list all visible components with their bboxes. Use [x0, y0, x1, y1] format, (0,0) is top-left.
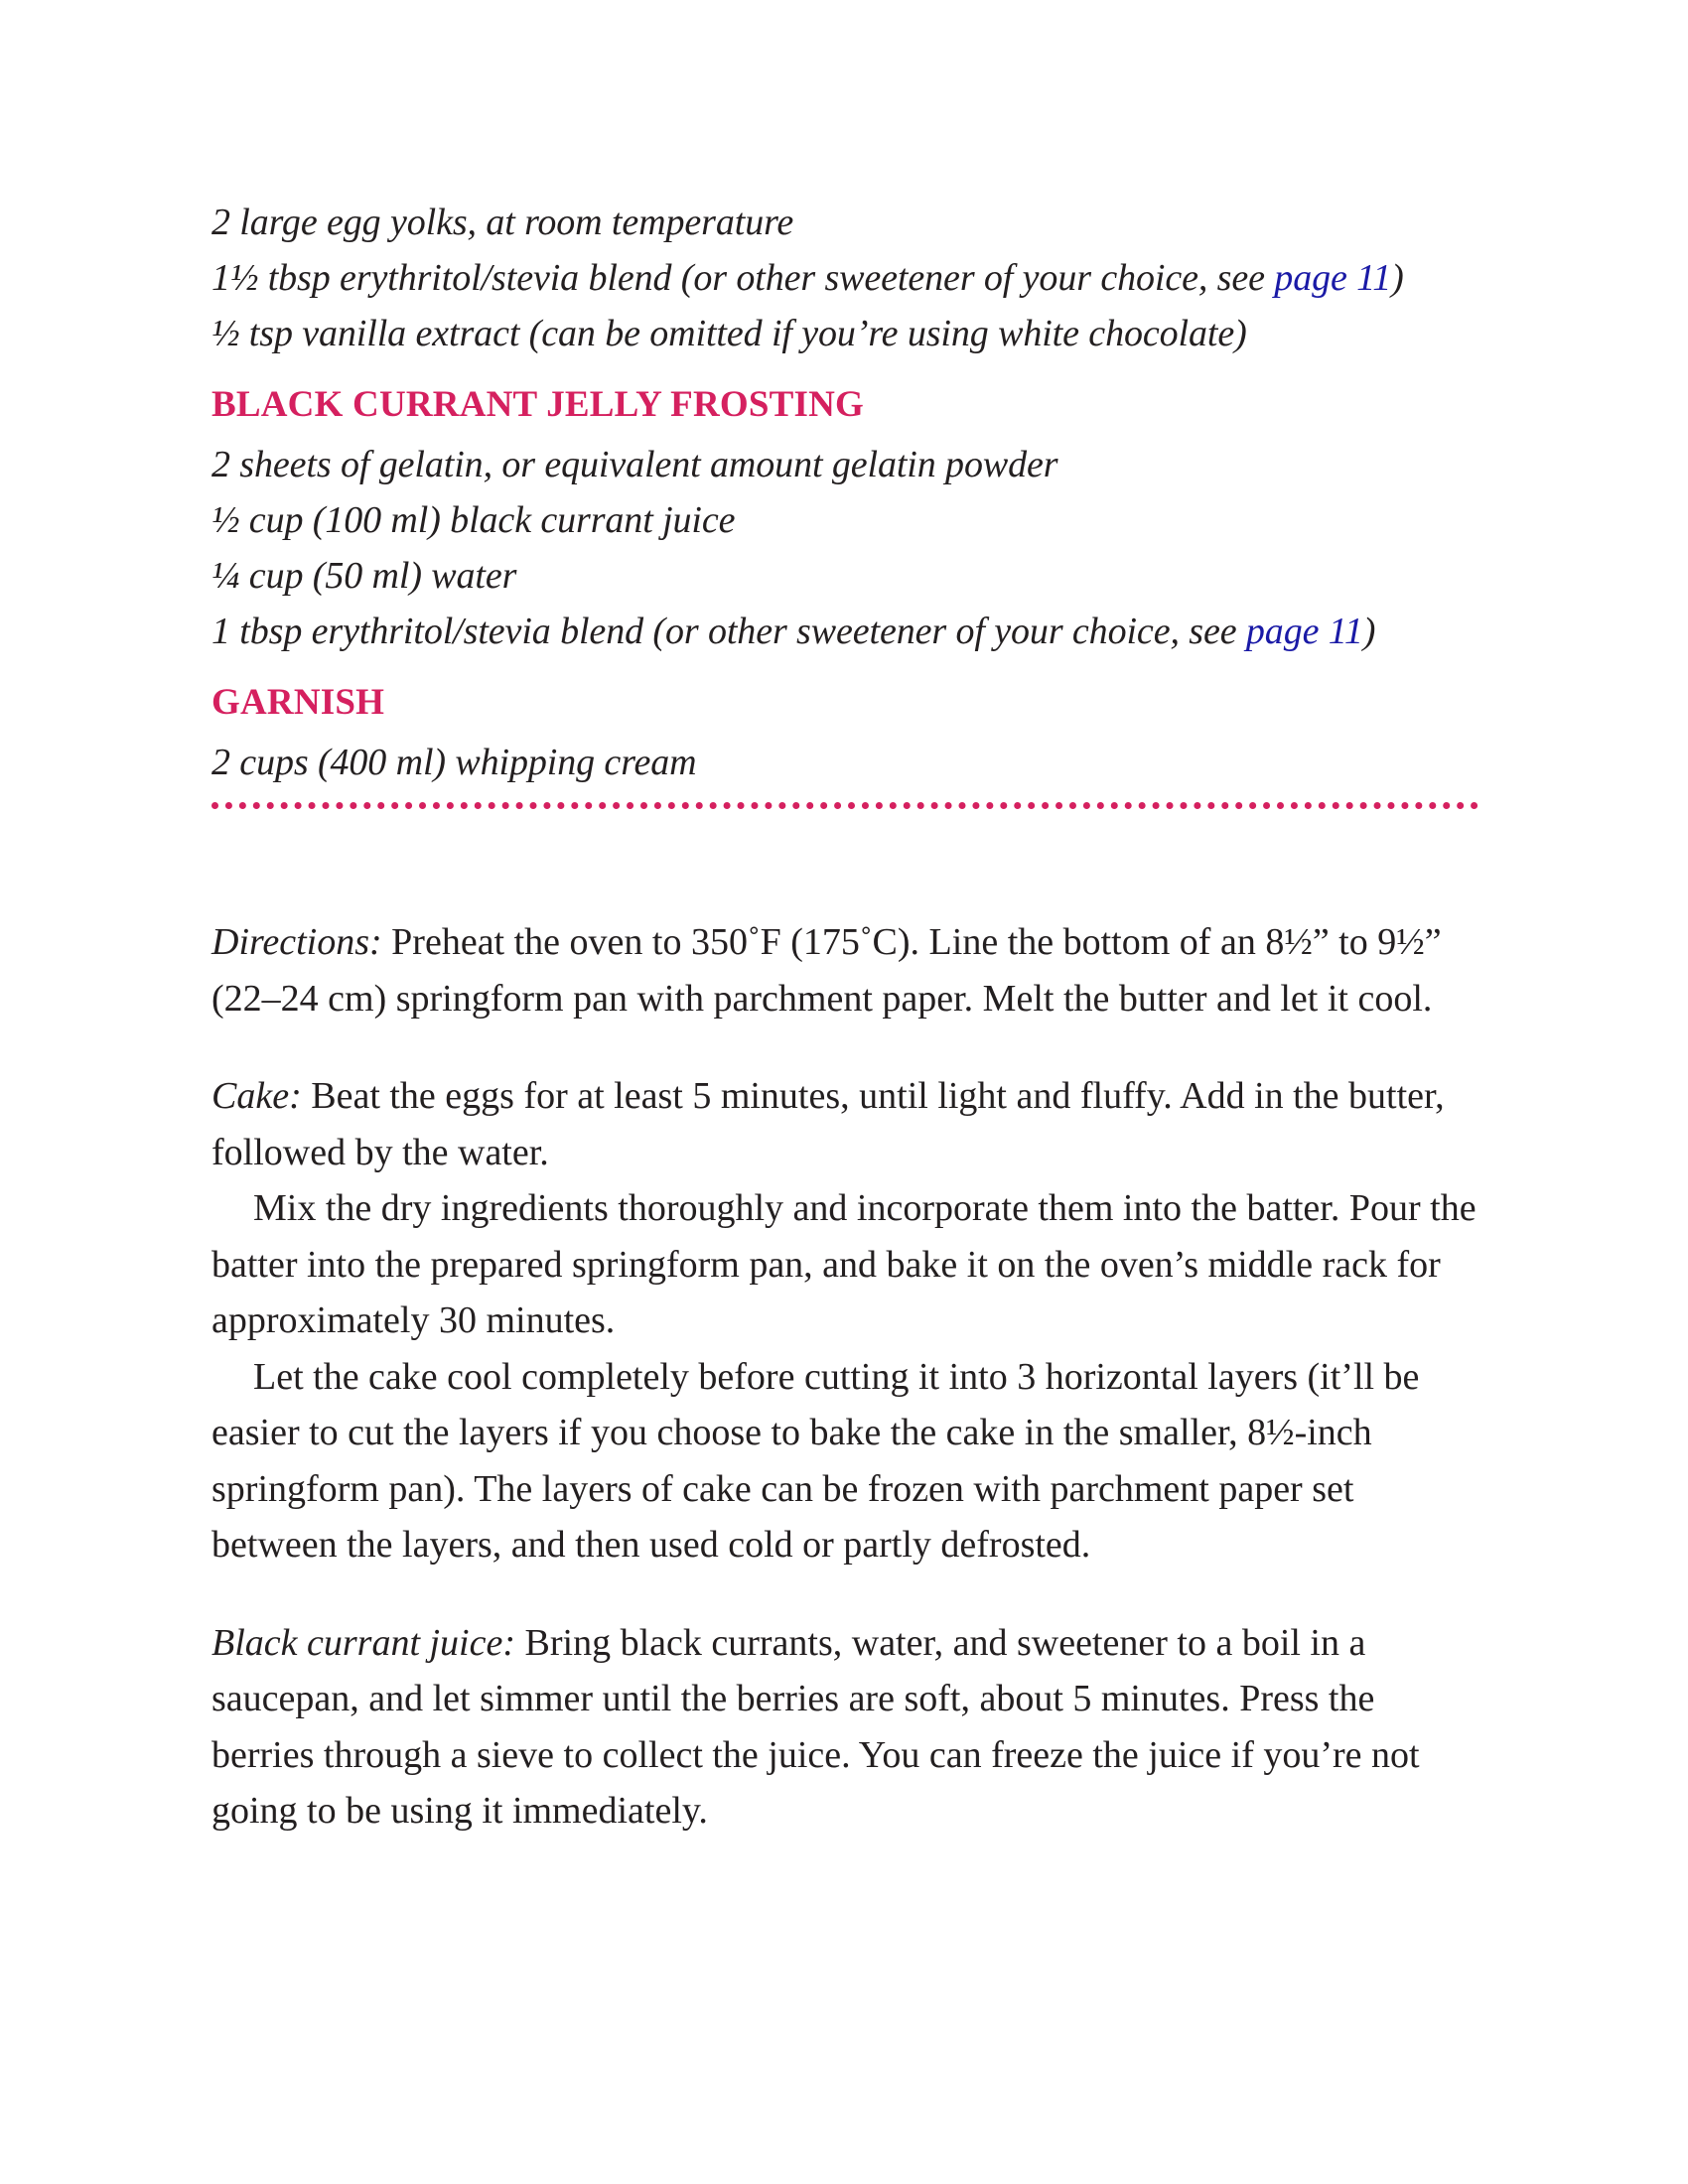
- juice-text: Bring black currants, water, and sweetener to a boil in a saucepan, and let simmer until the berries are soft, about 5 minutes. Press the berries through a sieve to collect the juice. You can freeze the juice if you’re not going to be using it immediately.: [211, 1621, 1420, 1832]
- ingredient-frosting-sweetener-close: ): [1362, 611, 1376, 652]
- recipe-page: [211, 195, 1482, 1840]
- ingredient-sweetener-text: 1½ tbsp erythritol/stevia blend (or other sweetener of your choice, see: [211, 257, 1275, 299]
- ingredient-cream: 2 cups (400 ml) whipping cream: [211, 742, 697, 783]
- cake-paragraph-2: Mix the dry ingredients thoroughly and incorporate them into the batter. Pour the batter into the prepared springform pan, and bake it on the oven’s middle rack for approximately 30 minutes.: [211, 1187, 1477, 1341]
- cake-paragraph: [211, 1068, 1482, 1180]
- cake-paragraph-3: Let the cake cool completely before cutting it into 3 horizontal layers (it’ll be easier to cut the layers if you choose to bake the cake in the smaller, 8½-inch springform pan). The layers of cake can be frozen with parchment paper set between the layers, and then used cold or partly defrosted.: [211, 1355, 1420, 1566]
- ingredient-frosting-sweetener: [211, 604, 1482, 659]
- ingredient-water: ¼ cup (50 ml) water: [211, 555, 517, 597]
- page-link[interactable]: page 11: [1245, 611, 1363, 652]
- juice-paragraph: [211, 1615, 1482, 1840]
- ingredient-juice: ½ cup (100 ml) black currant juice: [211, 499, 736, 541]
- cake-text: Beat the eggs for at least 5 minutes, until light and fluffy. Add in the butter, followed by the water.: [211, 1075, 1445, 1173]
- frosting-ingredients: [211, 437, 1482, 659]
- frosting-heading: BLACK CURRANT JELLY FROSTING: [211, 384, 865, 425]
- section-divider: [211, 802, 1478, 809]
- directions-lead: Directions:: [211, 921, 382, 963]
- page-link[interactable]: page 11: [1274, 257, 1392, 299]
- cake-lead: Cake:: [211, 1075, 302, 1117]
- ingredient-sweetener: [211, 250, 1482, 306]
- ingredient-frosting-sweetener-text: 1 tbsp erythritol/stevia blend (or other sweetener of your choice, see: [211, 611, 1246, 652]
- ingredient-vanilla: ½ tsp vanilla extract (can be omitted if you’re using white chocolate): [211, 313, 1247, 354]
- ingredient-egg-yolks: 2 large egg yolks, at room temperature: [211, 202, 794, 243]
- directions-paragraph: [211, 914, 1482, 1026]
- directions-section: [211, 914, 1482, 1840]
- ingredients-list: [211, 195, 1482, 361]
- ingredient-gelatin: 2 sheets of gelatin, or equivalent amount gelatin powder: [211, 444, 1058, 485]
- ingredient-sweetener-close: ): [1391, 257, 1404, 299]
- directions-text: Preheat the oven to 350˚F (175˚C). Line the bottom of an 8½” to 9½” (22–24 cm) springform pan with parchment paper. Melt the butter and let it cool.: [211, 921, 1442, 1020]
- garnish-heading: GARNISH: [211, 682, 385, 723]
- juice-lead: Black currant juice:: [211, 1621, 516, 1664]
